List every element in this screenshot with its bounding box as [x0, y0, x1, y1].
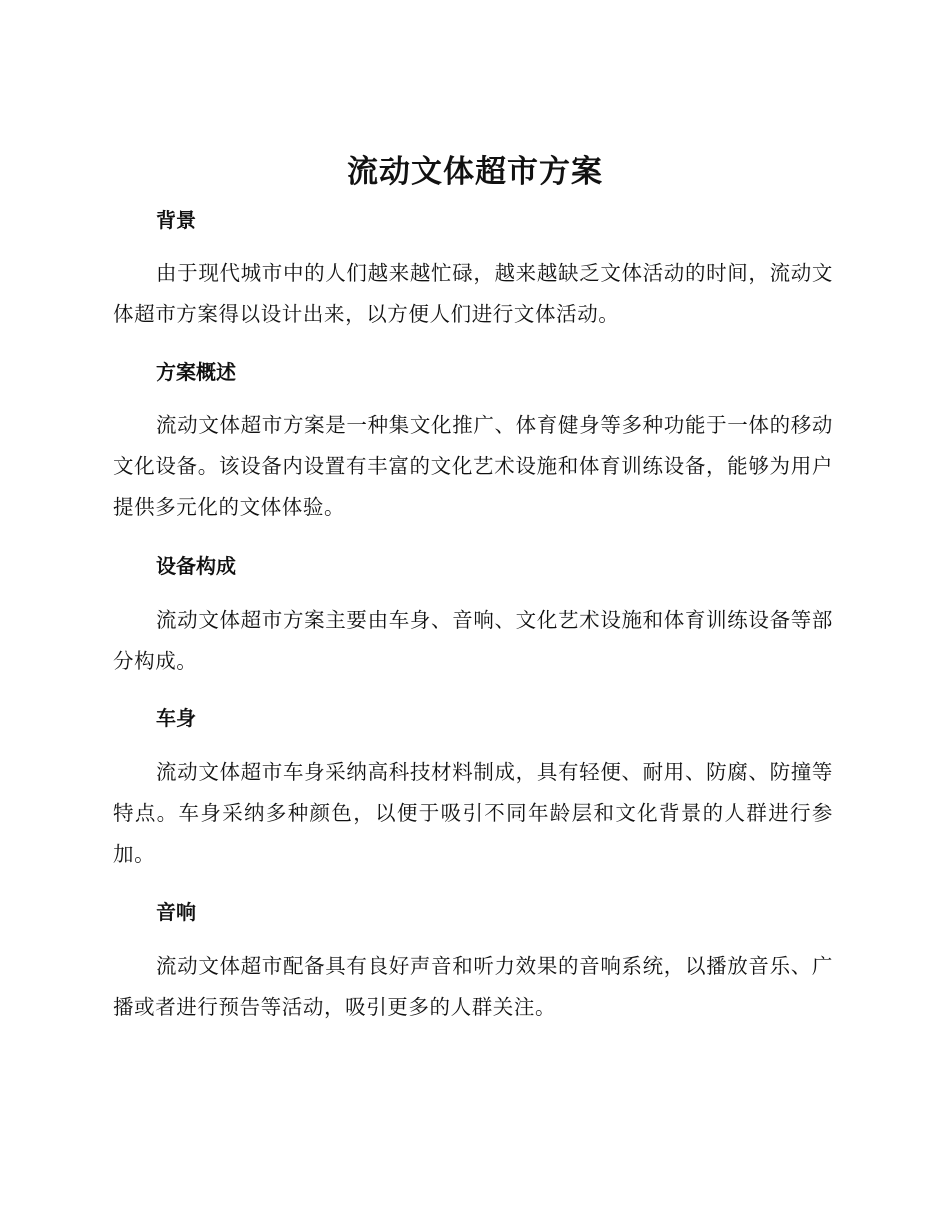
section-heading-overview: 方案概述: [156, 360, 236, 384]
section-body-audio: 流动文体超市配备具有良好声音和听力效果的音响系统，以播放音乐、广播或者进行预告等活动，吸引更多的人群关注。: [113, 954, 833, 1019]
section-body-body: 流动文体超市车身采纳高科技材料制成，具有轻便、耐用、防腐、防撞等特点。车身采纳多种颜色，以便于吸引不同年龄层和文化背景的人群进行参加。: [113, 760, 833, 866]
section-heading-audio: 音响: [156, 900, 196, 924]
section-body-background: 由于现代城市中的人们越来越忙碌，越来越缺乏文体活动的时间，流动文体超市方案得以设计出来，以方便人们进行文体活动。: [113, 261, 833, 326]
section-heading-composition: 设备构成: [156, 554, 236, 578]
section-body-composition: 流动文体超市方案主要由车身、音响、文化艺术设施和体育训练设备等部分构成。: [113, 608, 833, 673]
section-heading-background: 背景: [156, 208, 196, 232]
section-body-overview: 流动文体超市方案是一种集文化推广、体育健身等多种功能于一体的移动文化设备。该设备内设置有丰富的文化艺术设施和体育训练设备，能够为用户提供多元化的文体体验。: [113, 413, 833, 519]
section-heading-body: 车身: [156, 706, 196, 730]
document-title: 流动文体超市方案: [347, 154, 603, 190]
